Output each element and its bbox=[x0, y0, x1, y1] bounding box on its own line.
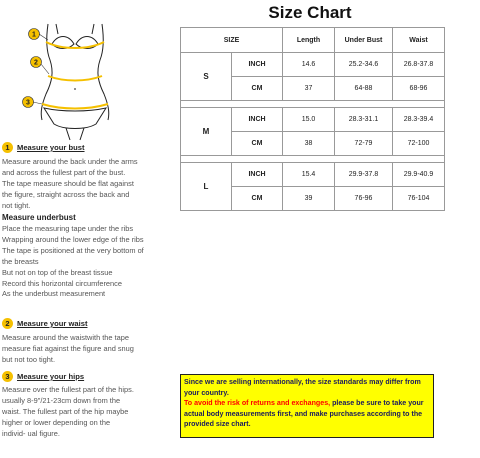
size-label: M bbox=[181, 108, 232, 156]
header-length: Length bbox=[283, 28, 335, 53]
size-label: L bbox=[181, 163, 232, 211]
table-spacer bbox=[181, 101, 445, 108]
bust-heading bbox=[2, 142, 85, 153]
header-size: SIZE bbox=[181, 28, 283, 53]
hips-instructions bbox=[2, 385, 182, 440]
hips-heading-text: Measure your hips bbox=[17, 372, 85, 381]
waist-tape bbox=[48, 76, 102, 81]
underbust-instructions bbox=[2, 224, 182, 300]
header-under-bust: Under Bust bbox=[335, 28, 393, 53]
marker-3 bbox=[23, 97, 43, 108]
svg-text:2: 2 bbox=[34, 59, 38, 67]
instruction-line: and across the fullest part of the bust. bbox=[2, 167, 126, 177]
instruction-line: the breasts bbox=[2, 256, 39, 266]
waist-value: 28.3-39.4 bbox=[393, 108, 445, 132]
unit-label: INCH bbox=[232, 108, 283, 132]
international-size-notice bbox=[180, 374, 434, 438]
instruction-line: Measure around the back under the arms bbox=[2, 157, 138, 166]
waist-value: 29.9-40.9 bbox=[393, 163, 445, 187]
waist-value: 76-104 bbox=[393, 187, 445, 211]
svg-text:3: 3 bbox=[26, 99, 30, 107]
size-label: S bbox=[181, 53, 232, 101]
waist-value: 26.8-37.8 bbox=[393, 53, 445, 77]
marker-1 bbox=[29, 29, 49, 41]
instruction-line: higher or lower depending on the bbox=[2, 417, 111, 427]
instruction-line: individ- ual figure. bbox=[2, 428, 60, 438]
length-value: 14.6 bbox=[283, 53, 335, 77]
page-title: Size Chart bbox=[268, 3, 352, 22]
underbust-heading: Measure underbust bbox=[2, 213, 76, 222]
length-value: 39 bbox=[283, 187, 335, 211]
instruction-line: As the underbust measurement bbox=[2, 289, 106, 299]
length-value: 38 bbox=[283, 132, 335, 156]
number-badge: 1 bbox=[2, 142, 13, 153]
marker-2 bbox=[31, 57, 50, 75]
unit-label: CM bbox=[232, 132, 283, 156]
size-chart-table bbox=[180, 27, 445, 211]
svg-text:1: 1 bbox=[32, 31, 36, 39]
notice-text-continued: please be sure to take your actual body measurements first, and make purchases according to the provided size chart. bbox=[184, 399, 424, 429]
body-measurement-figure bbox=[2, 20, 132, 142]
waist-value: 72-100 bbox=[393, 132, 445, 156]
instruction-line: measure fiat against the figure and snug bbox=[2, 343, 134, 353]
instruction-line: Wrapping around the lower edge of the ribs bbox=[2, 234, 144, 244]
under-bust-value: 76-96 bbox=[335, 187, 393, 211]
waist-heading bbox=[2, 318, 87, 329]
under-bust-value: 29.9-37.8 bbox=[335, 163, 393, 187]
unit-label: CM bbox=[232, 187, 283, 211]
notice-text: Since we are selling internationally, the size standards may differ from your country. bbox=[184, 378, 421, 397]
instruction-line: But not on top of the breast tissue bbox=[2, 267, 113, 277]
instruction-line: Measure around the waistwith the tape bbox=[2, 333, 129, 342]
number-badge: 3 bbox=[2, 371, 13, 382]
under-bust-value: 64-88 bbox=[335, 77, 393, 101]
bust-instructions bbox=[2, 157, 182, 212]
bust-heading-text: Measure your bust bbox=[17, 143, 85, 152]
under-bust-value: 25.2-34.6 bbox=[335, 53, 393, 77]
length-value: 15.0 bbox=[283, 108, 335, 132]
waist-heading-text: Measure your waist bbox=[17, 319, 88, 328]
table-header-row bbox=[181, 28, 445, 53]
table-row bbox=[181, 53, 445, 77]
under-bust-value: 28.3-31.1 bbox=[335, 108, 393, 132]
instruction-line: the figure, straight across the back and bbox=[2, 189, 130, 199]
table-row bbox=[181, 108, 445, 132]
instruction-line: waist. The fullest part of the hip maybe bbox=[2, 406, 129, 416]
unit-label: INCH bbox=[232, 53, 283, 77]
hips-heading bbox=[2, 371, 84, 382]
notice-warning-text: To avoid the risk of returns and exchanges, bbox=[184, 399, 331, 408]
table-spacer bbox=[181, 156, 445, 163]
instruction-line: The tape measure should be flat against bbox=[2, 178, 134, 188]
length-value: 37 bbox=[283, 77, 335, 101]
instruction-line: not tight. bbox=[2, 200, 31, 210]
instruction-line: Record this horizontal circumference bbox=[2, 278, 122, 288]
instruction-line: The tape is positioned at the very bottom of bbox=[2, 245, 144, 255]
instruction-line: Place the measuring tape under the ribs bbox=[2, 224, 134, 233]
bust-tape bbox=[46, 42, 104, 48]
waist-instructions bbox=[2, 333, 182, 366]
table-row bbox=[181, 163, 445, 187]
hip-tape bbox=[42, 104, 108, 109]
instruction-line: but not too tight. bbox=[2, 354, 56, 364]
instruction-line: usually 8-9"/21-23cm down from the bbox=[2, 395, 121, 405]
instruction-line: Measure over the fullest part of the hips. bbox=[2, 385, 134, 394]
waist-value: 68-96 bbox=[393, 77, 445, 101]
header-waist: Waist bbox=[393, 28, 445, 53]
under-bust-value: 72-79 bbox=[335, 132, 393, 156]
unit-label: CM bbox=[232, 77, 283, 101]
unit-label: INCH bbox=[232, 163, 283, 187]
length-value: 15.4 bbox=[283, 163, 335, 187]
number-badge: 2 bbox=[2, 318, 13, 329]
